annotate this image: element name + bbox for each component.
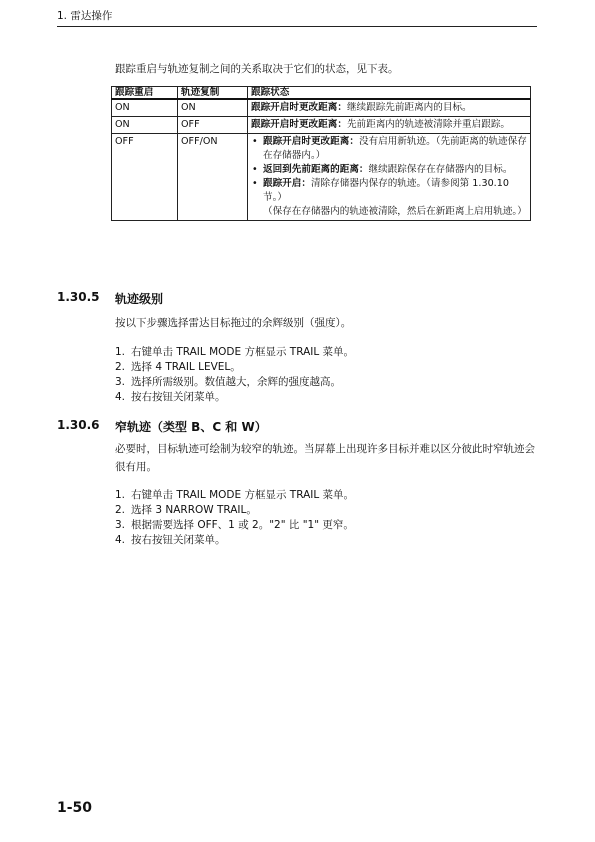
chapter-title: 1. 雷达操作	[57, 10, 113, 22]
column-header: 轨迹复制	[178, 87, 248, 100]
table-row	[112, 134, 531, 221]
table-header-row	[112, 87, 531, 100]
step-number: 3.	[115, 519, 126, 531]
section-number: 1.30.5	[57, 290, 100, 304]
state-term: 跟踪开启：	[263, 178, 311, 189]
table-cell: OFF	[178, 117, 248, 134]
section-number: 1.30.6	[57, 418, 100, 432]
steps-list	[115, 488, 354, 548]
table-cell: ON	[112, 117, 178, 134]
step-number: 4.	[115, 534, 126, 546]
state-desc: 没有启用新轨迹。（先前距离的轨迹保存在存储器内。）	[263, 136, 527, 161]
step-text: 按右按钮关闭菜单。	[131, 391, 226, 403]
column-header: 跟踪重启	[112, 87, 178, 100]
step-number: 4.	[115, 391, 126, 403]
step-number: 1.	[115, 346, 126, 358]
section-title: 窄轨迹（类型 B、C 和 W）	[115, 420, 267, 434]
table-cell: OFF/ON	[178, 134, 248, 221]
step-number: 2.	[115, 504, 126, 516]
list-item	[115, 503, 354, 518]
list-item	[115, 345, 354, 360]
step-number: 1.	[115, 489, 126, 501]
state-desc: 清除存储器内保存的轨迹。（请参阅第 1.30.10 节。）	[263, 178, 509, 203]
state-note: （保存在存储器内的轨迹被清除，然后在新距离上启用轨迹。）	[263, 206, 527, 217]
list-item	[251, 135, 527, 163]
state-desc: 先前距离内的轨迹被清除并重启跟踪。	[346, 119, 511, 130]
trail-state-table	[111, 86, 531, 221]
list-item	[251, 177, 527, 205]
page-number: 1-50	[57, 800, 93, 816]
step-text: 根据需要选择 OFF、1 或 2。"2" 比 "1" 更窄。	[131, 519, 354, 531]
section-intro: 按以下步骤选择雷达目标拖过的余辉级别（强度）。	[115, 317, 352, 329]
state-term: 返回到先前距离的距离：	[263, 164, 369, 175]
step-text: 右键单击 TRAIL MODE 方框显示 TRAIL 菜单。	[131, 346, 355, 358]
table-row	[112, 117, 531, 134]
table-row	[112, 99, 531, 117]
section-intro: 必要时，目标轨迹可绘制为较窄的轨迹。当屏幕上出现许多目标并难以区分彼此时窄轨迹会很有用。	[115, 443, 535, 473]
column-header: 跟踪状态	[248, 87, 531, 100]
table-cell	[248, 99, 531, 117]
steps-list	[115, 345, 354, 405]
list-item	[115, 488, 354, 503]
page-header	[57, 8, 537, 27]
step-text: 选择 4 TRAIL LEVEL。	[131, 361, 241, 373]
table-cell	[248, 117, 531, 134]
list-item	[115, 533, 354, 548]
list-item	[115, 390, 354, 405]
step-number: 2.	[115, 361, 126, 373]
section-title: 轨迹级别	[115, 292, 164, 306]
step-text: 选择所需级别。数值越大，余辉的强度越高。	[131, 376, 341, 388]
state-desc: 继续跟踪保存在存储器内的目标。	[368, 164, 513, 175]
list-item	[251, 163, 527, 177]
step-text: 右键单击 TRAIL MODE 方框显示 TRAIL 菜单。	[131, 489, 355, 501]
state-term: 跟踪开启时更改距离：	[251, 102, 347, 113]
step-text: 选择 3 NARROW TRAIL。	[131, 504, 257, 516]
table-cell	[248, 134, 531, 221]
state-term: 跟踪开启时更改距离：	[263, 136, 359, 147]
step-text: 按右按钮关闭菜单。	[131, 534, 226, 546]
intro-text: 跟踪重启与轨迹复制之间的关系取决于它们的状态，见下表。	[115, 63, 399, 75]
state-bullet-list	[251, 135, 527, 205]
table-cell: ON	[112, 99, 178, 117]
table-cell: OFF	[112, 134, 178, 221]
table-cell: ON	[178, 99, 248, 117]
list-item	[115, 375, 354, 390]
list-item	[115, 518, 354, 533]
list-item	[115, 360, 354, 375]
state-desc: 继续跟踪先前距离内的目标。	[346, 102, 472, 113]
step-number: 3.	[115, 376, 126, 388]
state-term: 跟踪开启时更改距离：	[251, 119, 347, 130]
